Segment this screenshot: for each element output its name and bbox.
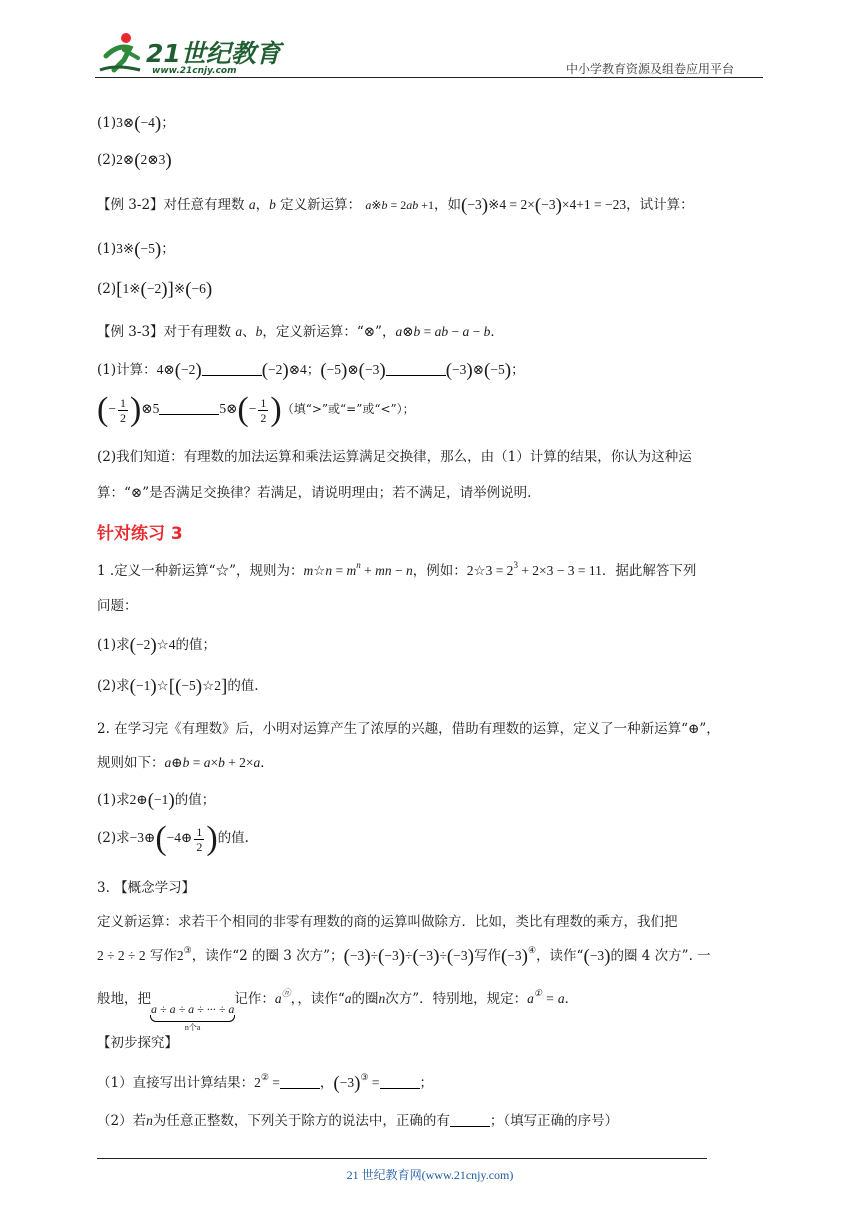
practice-1: 1 .定义一种新运算“☆”，规则为：m☆n = $m^n$ + mn − n，例如：2☆3 = $2^3 + 2\times 3 - 3 = 11$．据此解答下列	[97, 560, 697, 579]
problem-32-q2: (2)[1※(−2)]※(−6)	[97, 279, 213, 300]
practice-2-q1: (1)求2⊕(−1)的值；	[97, 790, 216, 811]
example-label: 【例 3-2】	[97, 197, 164, 213]
answer-blank[interactable]	[159, 402, 219, 415]
answer-blank[interactable]	[450, 1114, 490, 1127]
practice-1-q2: (2)求(−1)☆[(−5)☆2]的值.	[97, 676, 259, 697]
logo-text: 21世纪教育	[146, 39, 281, 68]
practice-2-rule: 规则如下：a⊕b = a×b + 2×a．	[97, 755, 274, 771]
footer-divider	[97, 1158, 707, 1159]
problem-31-q1: (1)3⊗(−4)；	[97, 113, 175, 134]
example-3-3: 【例 3-3】对于有理数 a、b，定义新运算：“⊗”，a⊗b = ab − a − b．	[97, 324, 504, 340]
answer-blank[interactable]	[380, 1076, 420, 1089]
practice-3-general: 般地，把 a ÷ a ÷ a ÷ ··· ÷ a n个a 记作：aⓝ，，读作“a的圈n次方”．特别地，规定：a① = a．	[97, 988, 579, 1032]
header-platform-text: 中小学教育资源及组卷应用平台	[566, 62, 735, 76]
logo	[96, 30, 146, 76]
problem-32-q1: (1)3※(−5)；	[97, 239, 175, 260]
practice-3-example: 2 ÷ 2 ÷ 2 写作2③，读作“2 的圈 3 次方”；(−3)÷(−3)÷(−3)÷(−3)写作(−3)④，读作“(−3)的圈 4 次方”. 一	[97, 945, 711, 967]
practice-2: 2. 在学习完《有理数》后，小明对运算产生了浓厚的兴趣，借助有理数的运算，定义了一种新运算“⊕”，	[97, 721, 720, 737]
practice-3: 3. 【概念学习】	[97, 880, 196, 896]
problem-33-q2-line1: (2)我们知道：有理数的加法运算和乘法运算满足交换律，那么，由（1）计算的结果，你认为这种运	[97, 449, 692, 465]
answer-blank[interactable]	[386, 363, 446, 376]
footer-text: 21 世纪教育网(www.21cnjy.com)	[346, 1168, 514, 1182]
logo-url: www.21cnjy.com	[152, 66, 237, 76]
example-label: 【例 3-3】	[97, 324, 164, 340]
header-divider	[95, 77, 763, 78]
practice-heading: 针对练习 3	[97, 524, 183, 544]
practice-3-def: 定义新运算：求若干个相同的非零有理数的商的运算叫做除方．比如，类比有理数的乘方，我们把	[97, 914, 678, 930]
problem-31-q2: (2)2⊗(2⊗3)	[97, 150, 172, 171]
runner-logo-icon	[96, 30, 146, 76]
explore-q1: （1）直接写出计算结果：2② = ，(−3)③ = ；	[97, 1072, 434, 1094]
explore-q2: （2）若n为任意正整数，下列关于除方的说法中，正确的有 ；（填写正确的序号）	[97, 1113, 619, 1129]
example-3-2: 【例 3-2】对任意有理数 a，b 定义新运算： a※b = 2ab +1，如(−3)※4 = 2×(−3)×4+1 = −23，试计算：	[97, 195, 694, 216]
explore-heading: 【初步探究】	[97, 1035, 178, 1051]
practice-1-cont: 问题：	[97, 598, 138, 614]
problem-33-q1: (1)计算：4⊗(−2) (−2)⊗4；(−5)⊗(−3) (−3)⊗(−5)；	[97, 360, 525, 381]
answer-blank[interactable]	[280, 1076, 320, 1089]
problem-33-q1-line2: (− $\frac{1}{2}$ )⊗5 5⊗(− $\frac{1}{2}$ )（填“>”或“=”或“<”）；	[97, 391, 415, 428]
practice-1-q1: (1)求(−2)☆4的值；	[97, 635, 217, 656]
problem-33-q2-line2: 算：“⊗”是否满足交换律？若满足，请说明理由；若不满足，请举例说明.	[97, 485, 532, 501]
underbrace-expression: a ÷ a ÷ a ÷ ··· ÷ a n个a	[151, 1002, 235, 1032]
practice-2-q2: (2)求−3⊕(−4⊕ $\frac{1}{2}$ )的值.	[97, 820, 249, 857]
answer-blank[interactable]	[202, 363, 262, 376]
